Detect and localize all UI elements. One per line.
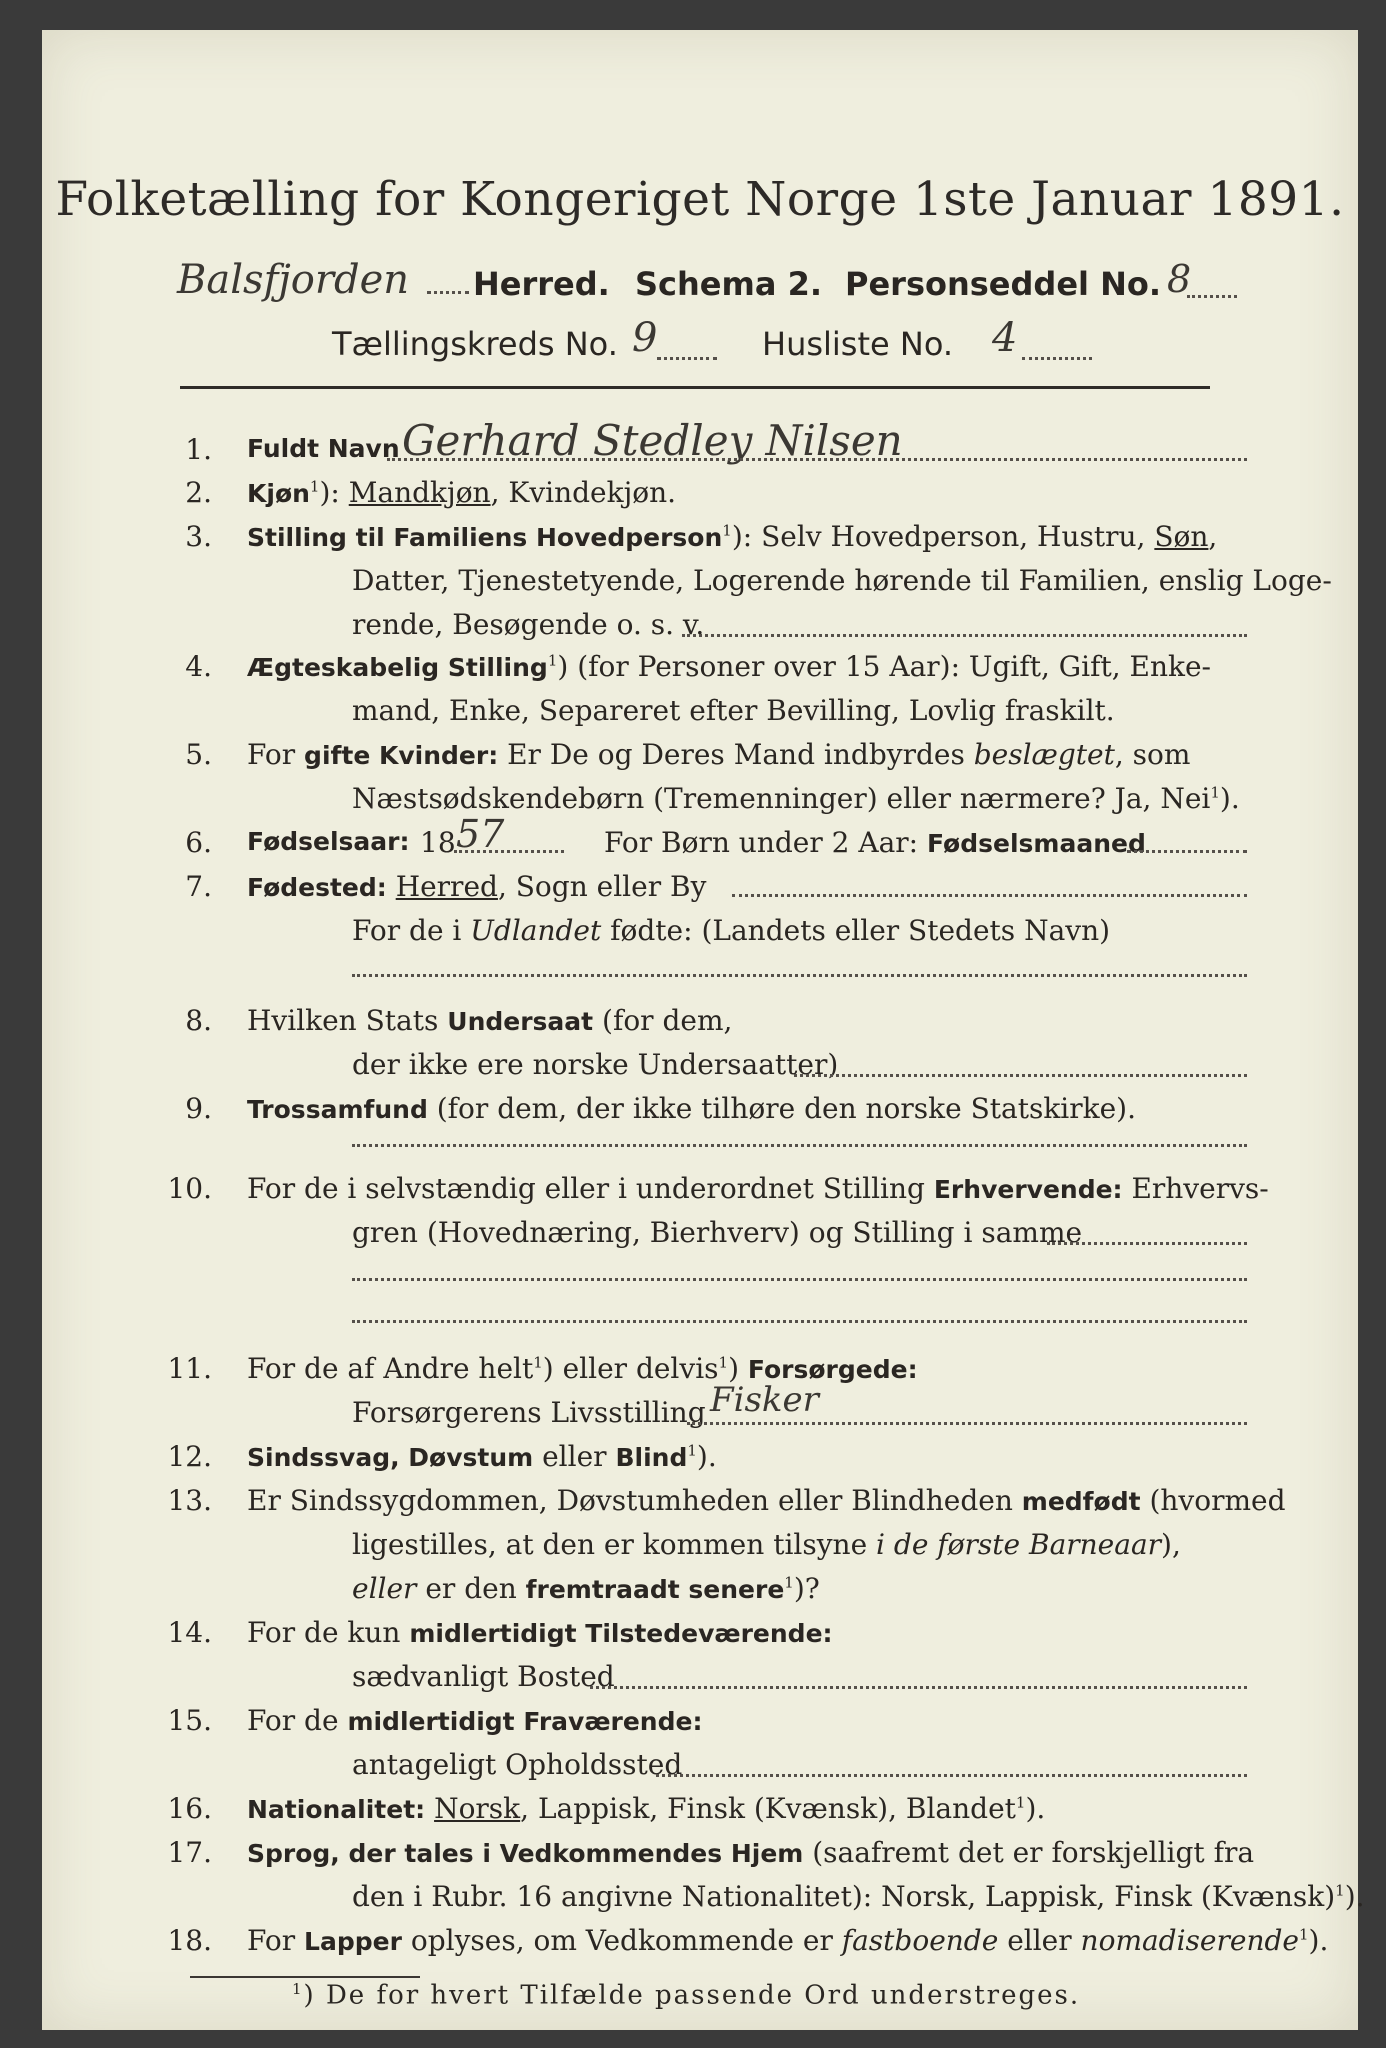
- dotted-leader: [732, 894, 1247, 897]
- item-number: 8.: [185, 1004, 212, 1037]
- birthplace-row: [247, 870, 706, 903]
- item-number: 1.: [185, 433, 212, 466]
- supported-mid: ) eller delvis: [542, 1352, 719, 1385]
- nationality-row: [247, 1792, 1045, 1825]
- prefix: Er Sindssygdommen, Døvstumheden eller Blindheden: [247, 1484, 1022, 1517]
- item-number: 3.: [185, 520, 212, 553]
- marital-status-options: ) (for Personer over 15 Aar): Ugift, Gift, Enke-: [557, 650, 1211, 683]
- dotted-line: [352, 974, 1247, 977]
- dotted-leader: [454, 850, 564, 853]
- footnote-mark: 1: [533, 1353, 543, 1372]
- dotted-leader: [682, 634, 1247, 637]
- birth-month-prefix: For Børn under 2 Aar:: [604, 826, 927, 859]
- prefix: ligestilles, at den er kommen tilsyne: [352, 1528, 877, 1561]
- header-rule: [180, 386, 1210, 389]
- footnote-mark: 1: [1335, 1881, 1345, 1900]
- birth-month-row: [604, 826, 1146, 859]
- provider-occupation-answer: Fisker: [710, 1380, 819, 1420]
- birth-year-prefix: 18: [420, 826, 456, 859]
- taellingskreds-number: 9: [632, 315, 658, 361]
- item-number: 10.: [167, 1172, 212, 1205]
- birth-year-label: Fødselsaar:: [247, 827, 410, 856]
- form-title: Folketælling for Kongeriget Norge 1ste Januar 1891.: [55, 172, 1345, 227]
- language-row: [247, 1836, 1254, 1869]
- item-number: 2.: [185, 476, 212, 509]
- dotted-line: [352, 1278, 1247, 1281]
- family-position-label: Stilling til Familiens Hovedperson: [247, 523, 723, 552]
- personseddel-label: Personseddel No.: [845, 265, 1162, 303]
- footnote-mark: 1: [718, 1353, 729, 1372]
- nationality-norsk: Norsk: [434, 1792, 521, 1825]
- item-number: 15.: [167, 1704, 212, 1737]
- sex-option-male: Mandkjøn: [348, 476, 491, 509]
- temporary-present-row: [247, 1616, 833, 1649]
- footnote-mark: 1: [547, 651, 558, 670]
- item-number: 18.: [167, 1924, 212, 1957]
- dotted-line: [352, 1144, 1247, 1147]
- full-name-label: Fuldt Navn: [247, 434, 400, 463]
- item-number: 14.: [167, 1616, 212, 1649]
- temporary-absent-row: [247, 1704, 702, 1737]
- punct: ).: [696, 1440, 717, 1473]
- herred-handwritten: Balsfjorden: [177, 257, 410, 303]
- item-number: 12.: [167, 1440, 212, 1473]
- nationality-options: , Lappisk, Finsk (Kvænsk), Blandet: [520, 1792, 1016, 1825]
- sex-row: [247, 476, 676, 509]
- sami-row: [247, 1924, 1328, 1957]
- prefix: Hvilken Stats: [247, 1004, 448, 1037]
- dotted-leader: [657, 357, 717, 360]
- item-number: 5.: [185, 738, 212, 771]
- punct: ).: [1344, 1880, 1365, 1913]
- prefix: For de: [247, 1704, 348, 1737]
- dotted-line: [352, 1320, 1247, 1323]
- congenital-mid: er den: [416, 1572, 526, 1605]
- footnote-mark: 1: [722, 521, 732, 540]
- husliste-label: Husliste No.: [762, 325, 953, 363]
- disability-label: Sindssvag, Døvstum: [247, 1443, 534, 1472]
- footnote-mark: 1: [784, 1573, 794, 1592]
- dotted-leader: [1047, 1242, 1247, 1245]
- congenital-text: (hvormed: [1140, 1484, 1286, 1517]
- birth-year-answer: 57: [456, 812, 505, 856]
- abroad-word: Udlandet: [470, 914, 602, 947]
- congenital-line2: [352, 1528, 1181, 1561]
- prefix: For de af Andre helt: [247, 1352, 534, 1385]
- dotted-leader: [656, 1774, 1247, 1777]
- married-women-row: [247, 738, 1190, 771]
- footnote-mark: 1: [292, 1980, 304, 1998]
- item-number: 11.: [167, 1352, 212, 1385]
- probable-residence-label: antageligt Opholdssted: [352, 1748, 683, 1781]
- religion-text: (for dem, der ikke tilhøre den norske Statskirke).: [427, 1092, 1137, 1125]
- married-women-label: gifte Kvinder:: [304, 741, 499, 770]
- item-number: 6.: [185, 826, 212, 859]
- family-position-line2: Datter, Tjenestetyende, Logerende hørende til Familien, enslig Loge-: [352, 564, 1332, 597]
- or-word: eller: [352, 1572, 417, 1605]
- footnote-mark: 1: [309, 477, 320, 496]
- disability-row: [247, 1440, 717, 1473]
- item-number: 9.: [185, 1092, 212, 1125]
- family-position-options: ): Selv Hovedperson, Hustru,: [731, 520, 1155, 553]
- citizenship-line2: der ikke ere norske Undersaatter): [352, 1048, 839, 1081]
- religion-row: [247, 1092, 1136, 1125]
- schema-label: Schema 2.: [635, 265, 822, 303]
- birth-month-label: Fødselsmaaned: [926, 829, 1146, 858]
- conjunction: eller: [998, 1924, 1081, 1957]
- footnote-mark: 1: [1298, 1925, 1309, 1944]
- married-women-line2: [352, 782, 1240, 815]
- punct: ,: [1208, 520, 1218, 553]
- dotted-leader: [590, 1686, 1247, 1689]
- citizenship-label: Undersaat: [447, 1007, 594, 1036]
- citizenship-row: [247, 1004, 732, 1037]
- married-women-question: Er De og Deres Mand indbyrdes: [498, 738, 974, 771]
- dotted-leader: [794, 1074, 1247, 1077]
- birthplace-foreign-row: [352, 914, 1110, 947]
- punct: ).: [1308, 1924, 1329, 1957]
- prefix: For: [247, 1924, 305, 1957]
- item-number: 13.: [167, 1484, 212, 1517]
- item-number: 4.: [185, 650, 212, 683]
- language-text: (saafremt det er forskjelligt fra: [803, 1836, 1255, 1869]
- occupation-label: Erhvervende:: [933, 1175, 1123, 1204]
- birthplace-foreign-text: fødte: (Landets eller Stedets Navn): [601, 914, 1111, 947]
- item-number: 17.: [167, 1836, 212, 1869]
- punct: , som: [1114, 738, 1191, 771]
- census-form-sheet: [42, 30, 1365, 2030]
- punct: ).: [1025, 1792, 1046, 1825]
- religion-label: Trossamfund: [247, 1095, 428, 1124]
- family-position-son: Søn: [1154, 520, 1209, 553]
- prefix: For de i selvstændig eller i underordnet Stilling: [247, 1172, 934, 1205]
- blind-label: Blind: [615, 1443, 688, 1472]
- temporary-absent-label: midlertidigt Fraværende:: [347, 1707, 703, 1736]
- punct: )?: [793, 1572, 820, 1605]
- related-word: beslægtet: [973, 738, 1115, 771]
- footnote-text: ) De for hvert Tilfælde passende Ord understreges.: [303, 1980, 1081, 2011]
- prefix: For de kun: [247, 1616, 410, 1649]
- full-name-line: [387, 458, 1247, 461]
- marital-status-label: Ægteskabelig Stilling: [247, 653, 548, 682]
- supported-label: Forsørgede:: [747, 1355, 918, 1384]
- language-label: Sprog, der tales i Vedkommendes Hjem: [247, 1839, 804, 1868]
- sex-option-female: , Kvindekjøn.: [490, 476, 677, 509]
- dotted-leader: [1127, 850, 1247, 853]
- dotted-leader: [1022, 357, 1092, 360]
- nomadic-word: nomadiserende: [1080, 1924, 1299, 1957]
- footnote-mark: 1: [1015, 1793, 1026, 1812]
- footnote-rule: [190, 1976, 420, 1978]
- dotted-leader: [427, 291, 469, 294]
- marital-status-line2: mand, Enke, Separeret efter Bevilling, Lovlig fraskilt.: [352, 694, 1115, 727]
- occupation-line2: gren (Hovednæring, Bierhverv) og Stilling i samme: [352, 1216, 1083, 1249]
- sex-label: Kjøn: [247, 479, 310, 508]
- language-options: den i Rubr. 16 angivne Nationalitet): Norsk, Lappisk, Finsk (Kvænsk): [352, 1880, 1336, 1913]
- birthplace-label: Fødested:: [247, 873, 387, 902]
- citizenship-text: (for dem,: [593, 1004, 733, 1037]
- congenital-row: [247, 1484, 1286, 1517]
- congenital-line3: [352, 1572, 820, 1605]
- full-name-answer: Gerhard Stedley Nilsen: [402, 416, 903, 465]
- provider-occupation-label: Forsørgerens Livsstilling: [352, 1396, 706, 1429]
- herred-label: Herred.: [473, 265, 610, 303]
- occupation-text: Erhvervs-: [1122, 1172, 1269, 1205]
- language-line2: [352, 1880, 1365, 1913]
- dotted-leader: [1187, 295, 1237, 298]
- punct: ).: [1219, 782, 1240, 815]
- punct: ): [728, 1352, 748, 1385]
- husliste-number: 4: [992, 315, 1018, 361]
- footnote: [292, 1980, 1080, 2011]
- later-label: fremtraadt senere: [525, 1575, 785, 1604]
- sami-label: Lapper: [304, 1927, 402, 1956]
- birthplace-herred: Herred: [395, 870, 498, 903]
- item-number: 7.: [185, 870, 212, 903]
- dotted-leader: [687, 1422, 1247, 1425]
- nationality-label: Nationalitet:: [247, 1795, 426, 1824]
- punct: ),: [1161, 1528, 1181, 1561]
- occupation-row: [247, 1172, 1269, 1205]
- conjunction: eller: [533, 1440, 616, 1473]
- header-line-kreds: [332, 315, 1232, 371]
- item-number: 16.: [167, 1792, 212, 1825]
- sami-text: oplyses, om Vedkommende er: [401, 1924, 842, 1957]
- congenital-label: medfødt: [1021, 1487, 1141, 1516]
- sex-separator: ):: [319, 476, 349, 509]
- family-position-row: [247, 520, 1217, 553]
- personseddel-number: 8: [1167, 257, 1192, 301]
- settled-word: fastboende: [841, 1924, 999, 1957]
- header-line-herred: [177, 255, 1237, 311]
- taellingskreds-label: Tællingskreds No.: [332, 325, 618, 363]
- footnote-mark: 1: [1210, 783, 1220, 802]
- family-position-line3: rende, Besøgende o. s. v.: [352, 608, 705, 641]
- prefix: For de i: [352, 914, 471, 947]
- early-childhood: i de første Barneaar: [876, 1528, 1162, 1561]
- prefix: For: [247, 738, 305, 771]
- footnote-mark: 1: [687, 1441, 697, 1460]
- married-women-line2-text: Næstsødskendebørn (Tremenninger) eller nærmere? Ja, Nei: [352, 782, 1211, 815]
- birthplace-options: , Sogn eller By: [497, 870, 707, 903]
- temporary-present-label: midlertidigt Tilstedeværende:: [409, 1619, 833, 1648]
- marital-status-row: [247, 650, 1211, 683]
- usual-residence-label: sædvanligt Bosted: [352, 1660, 615, 1693]
